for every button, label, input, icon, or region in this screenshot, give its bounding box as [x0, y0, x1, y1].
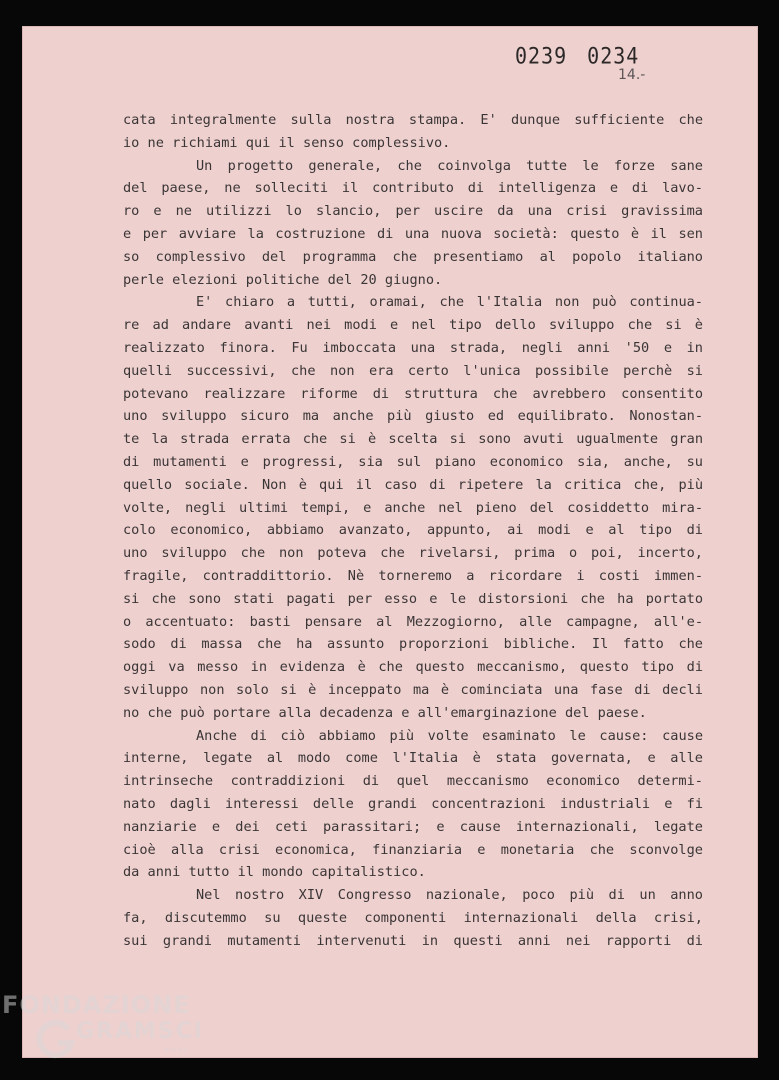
document-page: [22, 26, 758, 1058]
gramsci-logo-icon: [34, 1019, 76, 1061]
text-line: uno sviluppo sicuro ma anche più giusto ed equilibrato. Nonostan-: [123, 408, 703, 425]
text-line: fa, discutemmo su queste componenti internazionali della crisi,: [123, 909, 703, 926]
text-line: uno sviluppo che non poteva che rivelarsi, prima o poi, incerto,: [123, 545, 703, 562]
text-line: no che può portare alla decadenza e all'emarginazione del paese.: [123, 704, 647, 721]
text-line: cioè alla crisi economica, finanziaria e monetaria che sconvolge: [123, 841, 703, 858]
watermark-text: GRAMSCI: [76, 1019, 205, 1044]
text-line: o accentuato: basti pensare al Mezzogiorno, alle campagne, all'e-: [123, 613, 703, 630]
text-line: volte, negli ultimi tempi, e anche nel pieno del cosiddetto mira-: [123, 499, 703, 516]
text-line: da anni tutto il mondo capitalistico.: [123, 864, 426, 881]
text-line: di mutamenti e progressi, sia sul piano economico sia, anche, su: [123, 453, 703, 470]
text-line: E' chiaro a tutti, oramai, che l'Italia non può continua-: [196, 294, 703, 311]
text-line: sodo di massa che ha assunto proporzioni bibliche. Il fatto che: [123, 636, 703, 653]
text-line: colo economico, abbiamo avanzato, appunto, ai modi e al tipo di: [123, 522, 703, 539]
text-line: cata integralmente sulla nostra stampa. E' dunque sufficiente che: [123, 112, 703, 128]
fondazione-gramsci-watermark: [2, 991, 205, 1055]
text-line: quello sociale. Non è qui il caso di ripetere la critica che, più: [123, 476, 703, 493]
text-line: potevano realizzare riforme di struttura che avrebbero consentito: [123, 385, 703, 402]
archive-numbers: [515, 42, 639, 69]
text-line: del paese, ne solleciti il contributo di intelligenza e di lavo-: [123, 180, 703, 197]
text-line: Un progetto generale, che coinvolga tutte le forze sane: [196, 157, 703, 174]
text-line: interne, legate al modo come l'Italia è stata governata, e alle: [123, 750, 703, 767]
text-line: te la strada errata che si è scelta si sono avuti ugualmente gran: [123, 431, 703, 448]
text-line: re ad andare avanti nei modi e nel tipo dello sviluppo che si è: [123, 317, 703, 334]
page-number: 14.-: [618, 67, 646, 83]
text-line: perle elezioni politiche del 20 giugno.: [123, 271, 443, 288]
text-line: so complessivo del programma che presentiamo al popolo italiano: [123, 248, 703, 265]
text-line: si che sono stati pagati per esso e le distorsioni che ha portato: [123, 590, 703, 607]
text-line: sui grandi mutamenti intervenuti in questi anni nei rapporti di: [123, 932, 703, 949]
text-line: intrinseche contraddizioni di quel meccanismo economico determi-: [123, 773, 703, 790]
text-line: quelli successivi, che non era certo l'unica possibile perchè si: [123, 362, 703, 379]
text-line: io ne richiami qui il senso complessivo.: [123, 134, 451, 151]
text-line: Nel nostro XIV Congresso nazionale, poco più di un anno: [196, 887, 703, 904]
text-line: ro e ne utilizzi lo slancio, per uscire da una crisi gravissima: [123, 203, 703, 220]
text-line: fragile, contraddittorio. Nè torneremo a ricordare i costi immen-: [123, 567, 703, 584]
text-line: e per avviare la costruzione di una nuova società: questo è il sen: [123, 225, 703, 242]
text-line: realizzato finora. Fu imboccata una strada, negli anni '50 e in: [123, 339, 703, 356]
text-line: sviluppo non solo si è inceppato ma è cominciata una fase di decli: [123, 681, 703, 698]
text-line: Anche di ciò abbiamo più volte esaminato le cause: cause: [196, 727, 703, 744]
body-text: [123, 109, 703, 952]
text-line: oggi va messo in evidenza è che questo meccanismo, questo tipo di: [123, 659, 703, 676]
text-line: nato dagli interessi delle grandi concentrazioni industriali e fi: [123, 795, 703, 812]
archive-number: 0234: [587, 42, 640, 69]
text-line: nanziarie e dei ceti parassitari; e cause internazionali, legate: [123, 818, 703, 835]
watermark-text: FONDAZIONE: [2, 991, 191, 1019]
archive-number: 0239: [515, 42, 568, 69]
watermark-text: onlus: [164, 1046, 188, 1054]
